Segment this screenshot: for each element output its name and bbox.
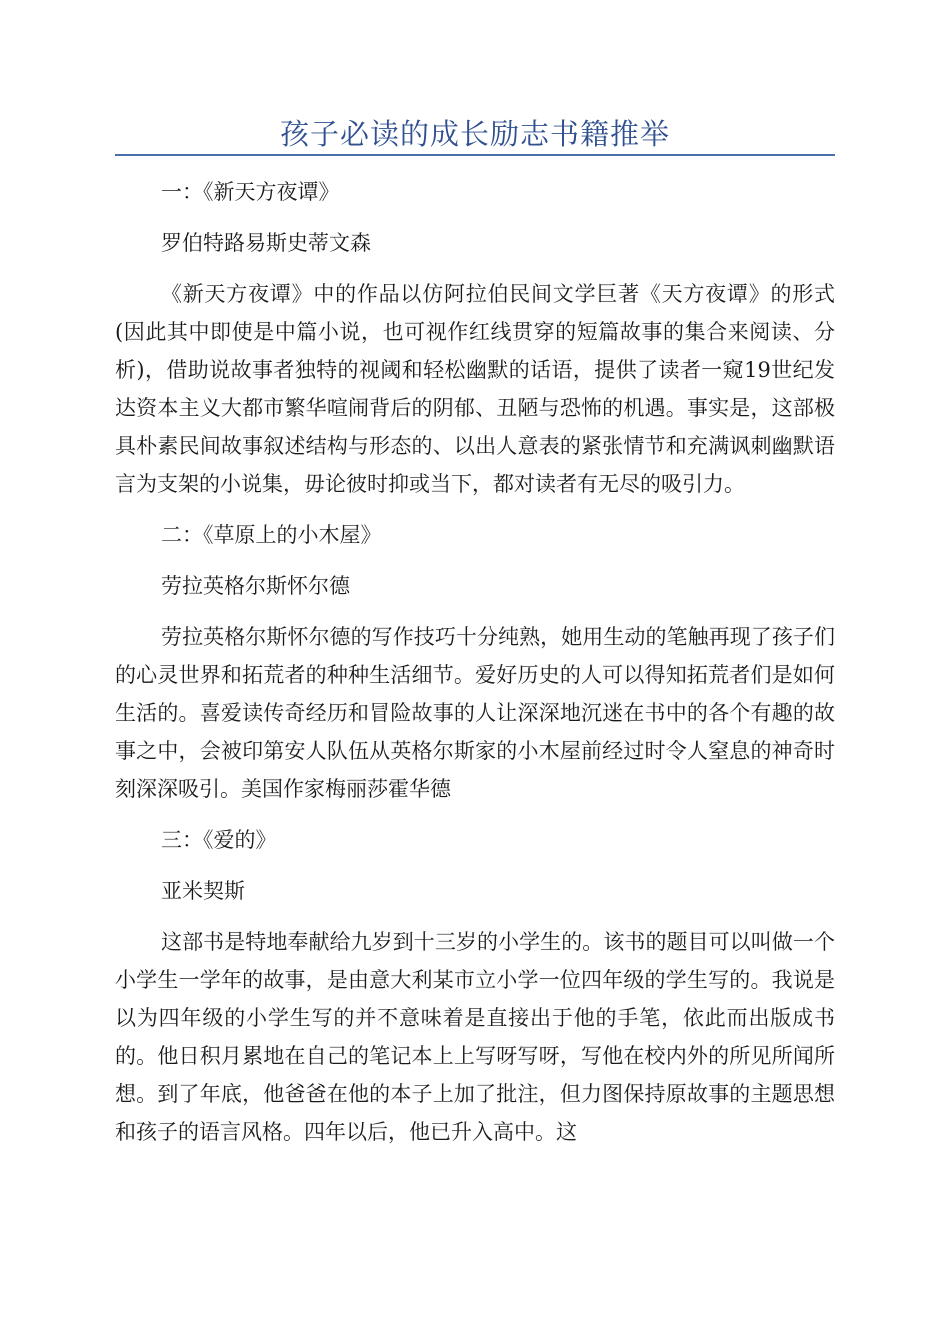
section-2-heading: 二：《草原上的小木屋》 <box>161 523 382 547</box>
section-1-heading: 一：《新天方夜谭》 <box>161 180 340 204</box>
section-2-author: 劳拉英格尔斯怀尔德 <box>161 574 350 598</box>
section-3-heading: 三：《爱的》 <box>161 828 277 852</box>
section-1-author: 罗伯特路易斯史蒂文森 <box>161 231 371 255</box>
document-title: 孩子必读的成长励志书籍推举 <box>279 117 670 151</box>
document-body <box>115 173 835 1164</box>
section-3-paragraph: 这部书是特地奉献给九岁到十三岁的小学生的。该书的题目可以叫做一个小学生一学年的故事，是由意大利某市立小学一位四年级的学生写的。我说是以为四年级的小学生写的并不意味着是直接出于他的手笔，依此而出版成书的。他日积月累地在自己的笔记本上上写呀写呀，写他在校内外的所见所闻所想。到了年底，他爸爸在他的本子上加了批注，但力图保持原故事的主题思想和孩子的语言风格。四年以后，他已升入高中。这 <box>115 930 835 1144</box>
section-2-paragraph: 劳拉英格尔斯怀尔德的写作技巧十分纯熟，她用生动的笔触再现了孩子们的心灵世界和拓荒者的种种生活细节。爱好历史的人可以得知拓荒者们是如何生活的。喜爱读传奇经历和冒险故事的人让深深地沉迷在书中的各个有趣的故事之中，会被印第安人队伍从英格尔斯家的小木屋前经过时令人窒息的神奇时刻深深吸引。美国作家梅丽莎霍华德 <box>115 625 835 801</box>
title-underline <box>115 154 835 156</box>
section-1-paragraph: 《新天方夜谭》中的作品以仿阿拉伯民间文学巨著《天方夜谭》的形式(因此其中即使是中篇小说，也可视作红线贯穿的短篇故事的集合来阅读、分析)，借助说故事者独特的视阈和轻松幽默的话语，提供了读者一窥19世纪发达资本主义大都市繁华喧闹背后的阴郁、丑陋与恐怖的机遇。事实是，这部极具朴素民间故事叙述结构与形态的、以出人意表的紧张情节和充满讽刺幽默语言为支架的小说集，毋论彼时抑或当下，都对读者有无尽的吸引力。 <box>115 282 835 496</box>
section-3-author: 亚米契斯 <box>161 879 245 903</box>
